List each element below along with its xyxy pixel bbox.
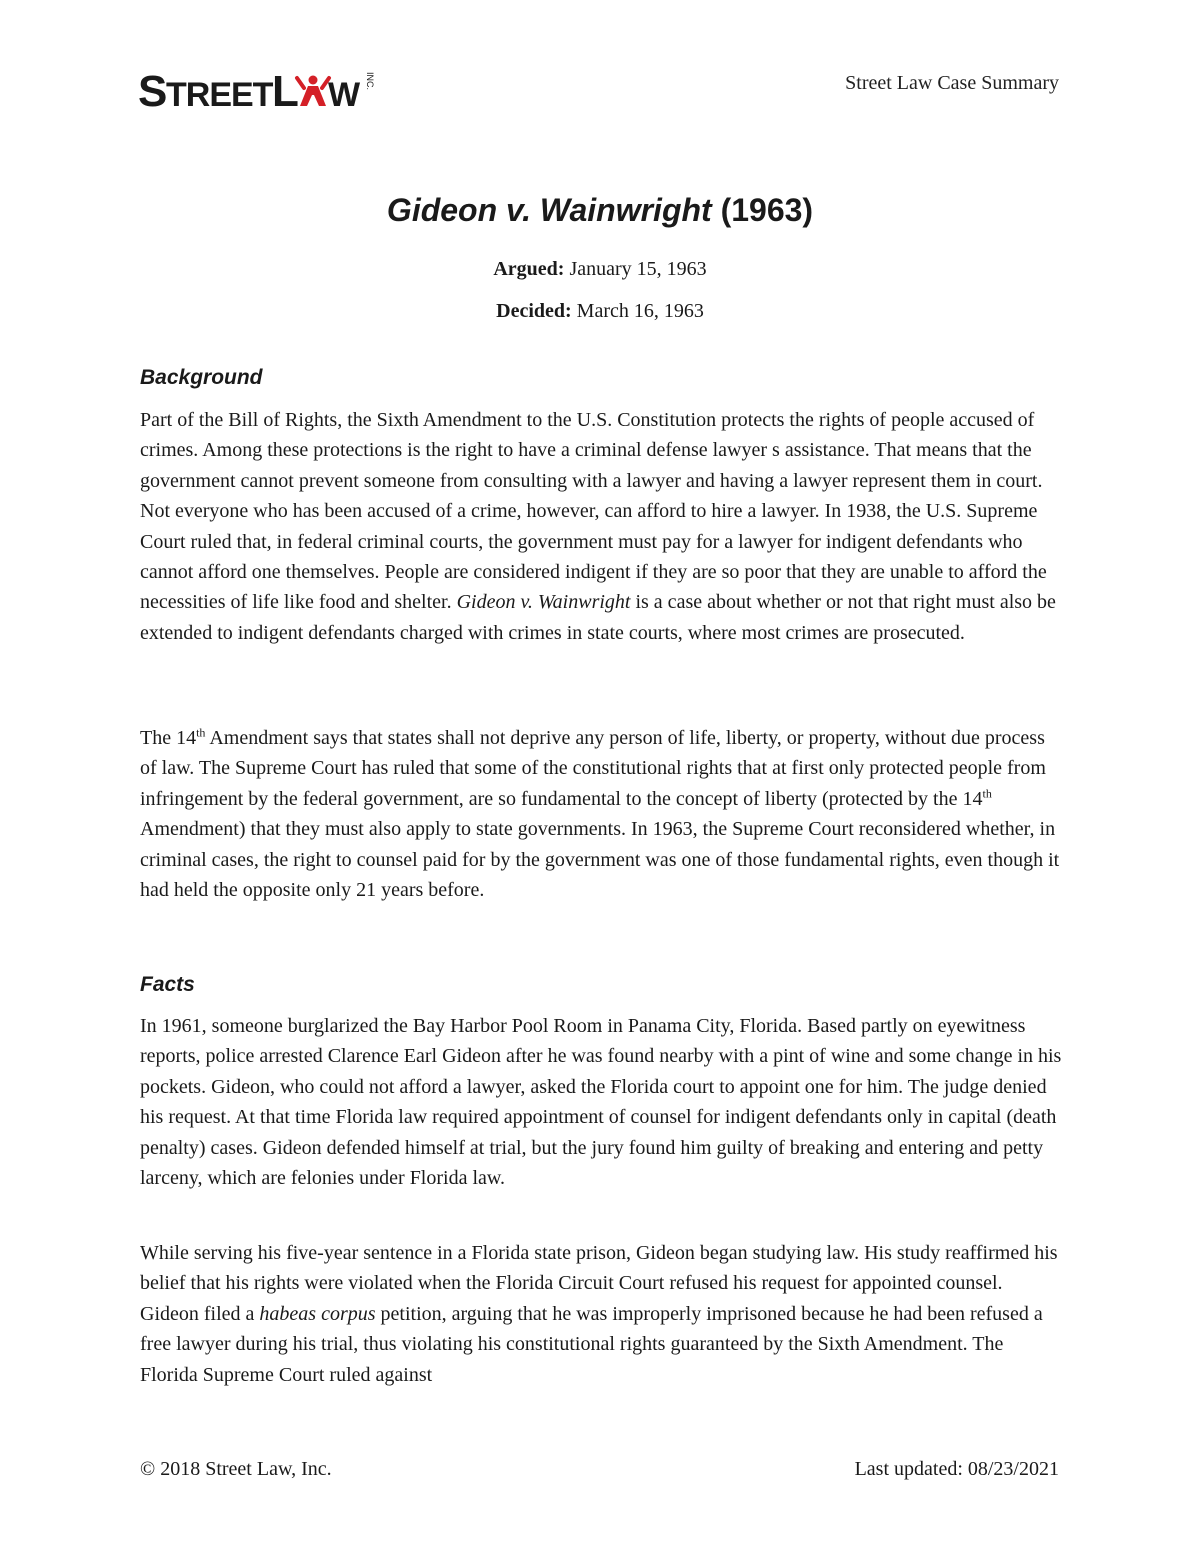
decided-line xyxy=(0,300,1200,323)
svg-text:W: W xyxy=(328,76,361,114)
case-name: Gideon v. Wainwright xyxy=(386,192,712,228)
argued-line xyxy=(0,258,1200,281)
case-citation: Gideon v. Wainwright xyxy=(456,591,631,614)
street-law-logo xyxy=(138,62,388,116)
facts-paragraph-2: While serving his five-year sentence in a Florida state prison, Gideon began studying law. His study reaffirmed his belief that his rights were violated when the Florida Circuit Court refused his request for appointed counsel. Gideon filed a habeas corpus petition, arguing that he was improperly imprisoned because he had been refused a free lawyer during his trial, thus violating his constitutional rights guaranteed by the Sixth Amendment. The Florida Supreme Court ruled against xyxy=(140,1242,1058,1386)
legal-term: habeas corpus xyxy=(259,1302,376,1325)
logo-figure-icon xyxy=(297,76,329,107)
facts-heading: Facts xyxy=(140,973,195,996)
facts-paragraph-1: In 1961, someone burglarized the Bay Harbor Pool Room in Panama City, Florida. Based partly on eyewitness reports, police arrested Clarence Earl Gideon after he was found nearby with a pint of wine and some change in his pockets. Gideon, who could not afford a lawyer, asked the Florida court to appoint one for him. The judge denied his request. At that time Florida law required appointment of counsel for indigent defendants only in capital (death penalty) cases. Gideon defended himself at trial, but the jury found him guilty of breaking and entering and petty larceny, which are felonies under Florida law. xyxy=(140,1015,1062,1190)
page-title xyxy=(0,192,1200,229)
background-paragraph-2: The 14th Amendment says that states shall not deprive any person of life, liberty, or property, without due process of law. The Supreme Court has ruled that some of the constitutional rights that at first only protected people from infringement by the federal government, are so fundamental to the concept of liberty (protected by the 14th Amendment) that they must also apply to state governments. In 1963, the Supreme Court reconsidered whether, in criminal cases, the right to counsel paid for by the government was one of those fundamental rights, even though it had held the opposite only 21 years before. xyxy=(140,725,1060,902)
argued-date: January 15, 1963 xyxy=(569,258,707,280)
footer-updated: Last updated: 08/23/2021 xyxy=(854,1458,1059,1480)
svg-text:L: L xyxy=(272,67,299,116)
document-label: Street Law Case Summary xyxy=(845,72,1059,94)
decided-date: March 16, 1963 xyxy=(576,300,704,322)
case-year: (1963) xyxy=(720,192,814,228)
background-paragraph-1: Part of the Bill of Rights, the Sixth Amendment to the U.S. Constitution protects the rights of people accused of crimes. Among these protections is the right to have a criminal defense lawyer s assistance. That means that the government cannot prevent someone from consulting with a lawyer and having a lawyer represent them in court. Not everyone who has been accused of a crime, however, can afford to hire a lawyer. In 1938, the U.S. Supreme Court ruled that, in federal criminal courts, the government must pay for a lawyer for indigent defendants who cannot afford one themselves. People are considered indigent if they are so poor that they are unable to afford the necessities of life like food and shelter. Gideon v. Wainwright is a case about whether or not that right must also be extended to indigent defendants charged with crimes in state courts, where most crimes are prosecuted. xyxy=(140,409,1056,644)
svg-text:S: S xyxy=(138,67,167,116)
svg-text:TREET: TREET xyxy=(166,76,273,114)
footer-copyright: © 2018 Street Law, Inc. xyxy=(140,1458,332,1480)
background-heading: Background xyxy=(140,366,263,389)
decided-label: Decided: xyxy=(496,300,572,322)
argued-label: Argued: xyxy=(493,258,565,280)
svg-text:INC.: INC. xyxy=(365,72,375,90)
